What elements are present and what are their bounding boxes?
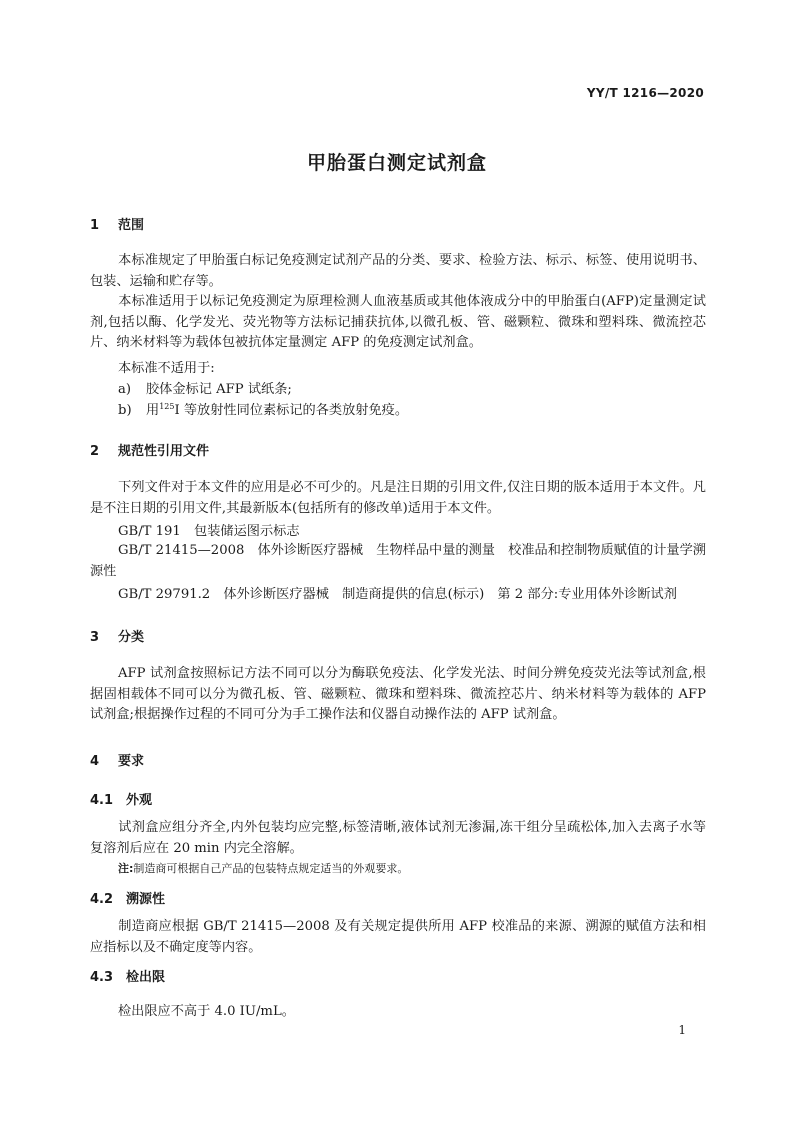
list-item: [118, 399, 408, 418]
subsection-4-3-heading: [90, 966, 165, 985]
section-number: 4.1: [90, 793, 114, 808]
section-2-heading: [90, 440, 209, 459]
subsection-4-1-heading: [90, 789, 152, 808]
paragraph: [90, 917, 706, 958]
paragraph-text: 下列文件对于本文件的应用是必不可少的。凡是注日期的引用文件,仅注日期的版本适用于本文件。凡是不注日期的引用文件,其最新版本(包括所有的修改单)适用于本文件。: [90, 480, 706, 516]
reference-item: [90, 541, 706, 582]
list-text: 胶体金标记 AFP 试纸条;: [146, 382, 292, 397]
paragraph-text: 制造商应根据 GB/T 21415—2008 及有关规定提供所用 AFP 校准品的来源、溯源的赋值方法和相应指标以及不确定度等内容。: [90, 919, 706, 955]
section-number: 4.3: [90, 970, 114, 985]
note: [118, 860, 408, 876]
section-title: 检出限: [126, 970, 166, 985]
section-title: 范围: [118, 218, 145, 233]
paragraph: [90, 251, 706, 292]
section-title: 要求: [118, 754, 145, 769]
superscript: 125: [159, 402, 175, 411]
paragraph-text: AFP 试剂盒按照标记方法不同可以分为酶联免疫法、化学发光法、时间分辨免疫荧光法等试剂盒,根据固相载体不同可以分为微孔板、管、磁颗粒、微珠和塑料珠、微流控芯片、纳米材料等为载体的 AFP 试剂盒;根据操作过程的不同可分为手工操作法和仪器自动操作法的 AFP 试剂盒。: [90, 666, 706, 723]
list-text: I 等放射性同位素标记的各类放射免疫。: [174, 403, 409, 418]
note-label: 注:: [118, 862, 134, 875]
paragraph: [90, 292, 706, 354]
section-3-heading: [90, 626, 144, 645]
list-label: b): [118, 403, 132, 418]
paragraph-text: 本标准不适用于:: [118, 361, 215, 376]
list-text: 用: [146, 403, 160, 418]
document-title: 甲胎蛋白测定试剂盒: [306, 152, 487, 174]
reference-text: GB/T 21415—2008 体外诊断医疗器械 生物样品中量的测量 校准品和控制物质赋值的计量学溯源性: [90, 543, 706, 579]
paragraph-text: 试剂盒应组分齐全,内外包装均应完整,标签清晰,液体试剂无渗漏,冻干组分呈疏松体,加入去离子水等复溶剂后应在 20 min 内完全溶解。: [90, 820, 706, 856]
paragraph: [90, 818, 706, 859]
section-title: 规范性引用文件: [118, 444, 210, 459]
reference-item: GB/T 191 包装储运图示标志: [118, 524, 300, 539]
page-number: 1: [678, 1023, 686, 1037]
list-item: [118, 378, 292, 397]
section-title: 分类: [118, 630, 145, 645]
paragraph: [90, 664, 706, 726]
list-label: a): [118, 382, 132, 397]
section-1-heading: [90, 214, 144, 233]
standard-code: YY/T 1216—2020: [586, 86, 704, 100]
section-number: 1: [90, 218, 100, 233]
note-text: 制造商可根据自己产品的包装特点规定适当的外观要求。: [133, 862, 409, 875]
paragraph-text: 本标准适用于以标记免疫测定为原理检测人血液基质或其他体液成分中的甲胎蛋白(AFP)定量测定试剂,包括以酶、化学发光、荧光物等方法标记捕获抗体,以微孔板、管、磁颗粒、微珠和塑料珠、微流控芯片、纳米材料等为载体包被抗体定量测定 AFP 的免疫测定试剂盒。: [90, 294, 706, 351]
reference-item: GB/T 29791.2 体外诊断医疗器械 制造商提供的信息(标示) 第 2 部分:专业用体外诊断试剂: [118, 587, 677, 602]
section-4-heading: [90, 750, 144, 769]
section-number: 4: [90, 754, 100, 769]
section-number: 2: [90, 444, 100, 459]
section-title: 外观: [126, 793, 153, 808]
section-title: 溯源性: [126, 892, 166, 907]
paragraph-text: 检出限应不高于 4.0 IU/mL。: [118, 1004, 295, 1019]
subsection-4-2-heading: [90, 888, 165, 907]
section-number: 4.2: [90, 892, 114, 907]
section-number: 3: [90, 630, 100, 645]
paragraph-text: 本标准规定了甲胎蛋白标记免疫测定试剂产品的分类、要求、检验方法、标示、标签、使用说明书、包装、运输和贮存等。: [90, 253, 706, 289]
paragraph: [90, 478, 706, 519]
